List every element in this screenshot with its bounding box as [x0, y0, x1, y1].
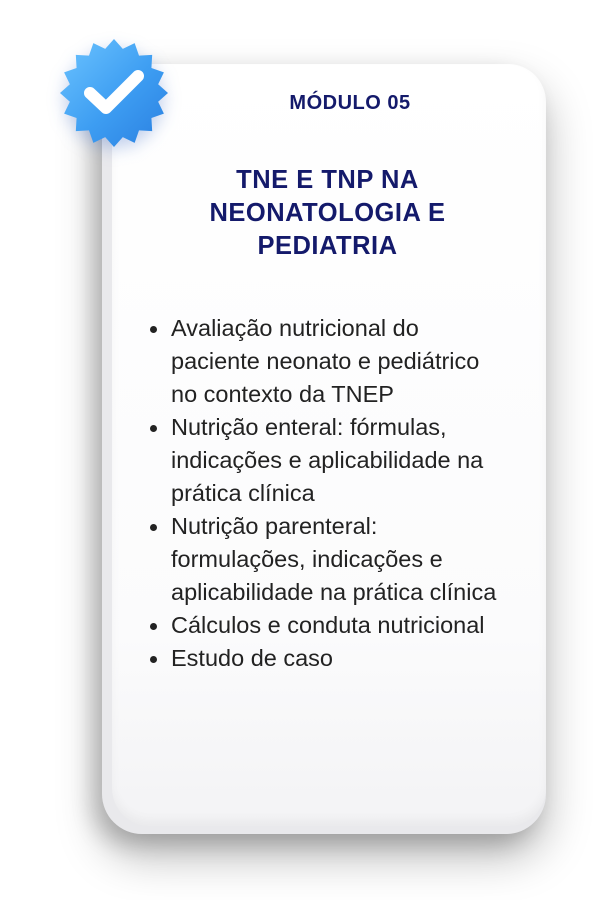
topic-list [148, 312, 508, 675]
topic-item: Nutrição enteral: fórmulas, indicações e aplicabilidade na prática clínica [148, 411, 508, 510]
module-title: TNE E TNP NA NEONATOLOGIA E PEDIATRIA [209, 166, 446, 260]
topic-item: Cálculos e conduta nutricional [148, 609, 508, 642]
topic-item: Estudo de caso [148, 642, 508, 675]
module-number-label: MÓDULO 05 [289, 92, 411, 114]
topic-item: Nutrição parenteral: formulações, indicações e aplicabilidade na prática clínica [148, 510, 508, 609]
topic-item: Avaliação nutricional do paciente neonato e pediátrico no contexto da TNEP [148, 312, 508, 411]
